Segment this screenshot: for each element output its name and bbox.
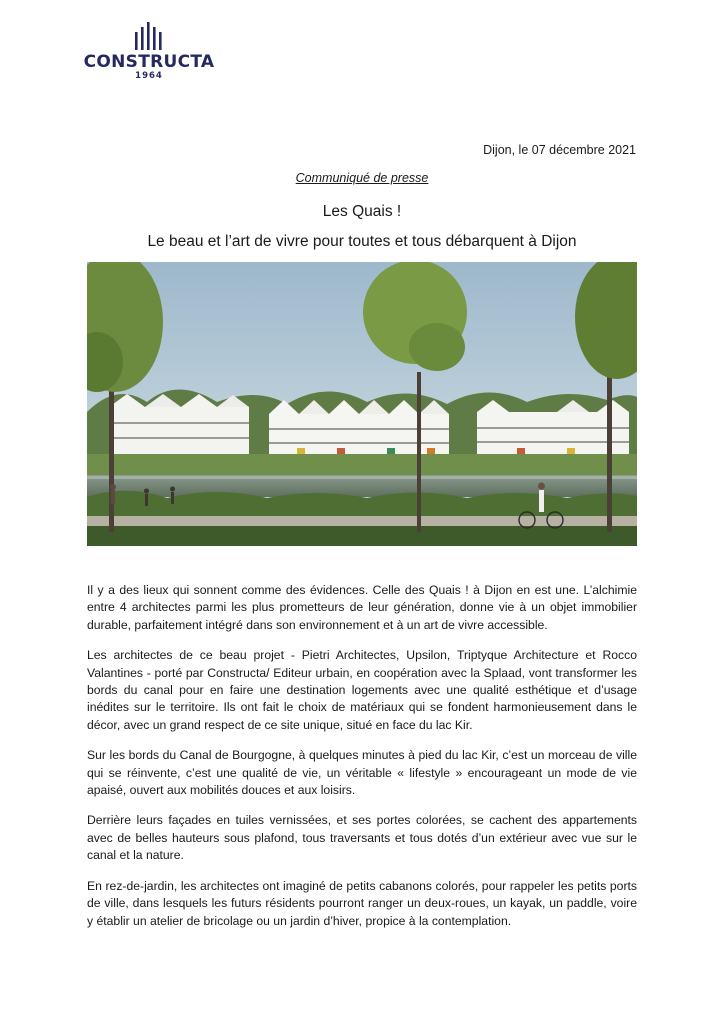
press-release-kicker: Communiqué de presse xyxy=(295,171,429,185)
body-paragraph: Les architectes de ce beau projet - Pietri Architectes, Upsilon, Triptyque Architecture et Rocco Valantines - porté par Constructa/ Editeur urbain, en coopération avec la Splaad, vont transformer les bords du canal pour en faire une destination logements avec une qualité esthétique et d’usage inédites sur le territoire. Ils ont fait le choix de matériaux qui se fondent harmonieusement dans le décor, avec un grand respect de ce site unique, situé en face du lac Kir. xyxy=(87,648,637,732)
body-paragraph: En rez-de-jardin, les architectes ont imaginé de petits cabanons colorés, pour rappeler les petits ports de ville, dans lesquels les futurs résidents pourront ranger un deux-roues, un kayak, un paddle, voire y établir un atelier de bricolage ou un jardin d’hiver, propice à la contemplation. xyxy=(87,878,637,928)
logo-bars-icon xyxy=(134,22,164,50)
body-paragraph: Derrière leurs façades en tuiles vernissées, et ses portes colorées, se cachent des appartements avec de belles hauteurs sous plafond, tous traversants et tous dotés d’un extérieur avec vue sur le canal et la nature. xyxy=(87,813,637,863)
project-rendering-image xyxy=(87,262,637,546)
body-paragraph: Il y a des lieux qui sonnent comme des évidences. Celle des Quais ! à Dijon en est une. L’alchimie entre 4 architectes parmi les plus prometteurs de leur génération, donne vie à un objet immobilier durable, parfaitement intégré dans son environnement et à un art de vivre accessible. xyxy=(87,583,637,632)
page-title: Les Quais ! xyxy=(322,203,402,220)
date-line: Dijon, le 07 décembre 2021 xyxy=(483,143,636,157)
body-paragraph: Sur les bords du Canal de Bourgogne, à quelques minutes à pied du lac Kir, c’est un morceau de ville qui se réinvente, c’est une qualité de vie, un véritable « lifestyle » encourageant un mode de vie apaisé, ouvert aux mobilités douces et aux loisirs. xyxy=(87,748,637,798)
logo-year: 1964 xyxy=(135,71,163,81)
constructa-logo xyxy=(82,22,216,81)
logo-wordmark: CONSTRUCTA xyxy=(83,52,215,72)
body-text xyxy=(87,582,637,943)
page-subtitle: Le beau et l’art de vivre pour toutes et tous débarquent à Dijon xyxy=(147,233,577,250)
